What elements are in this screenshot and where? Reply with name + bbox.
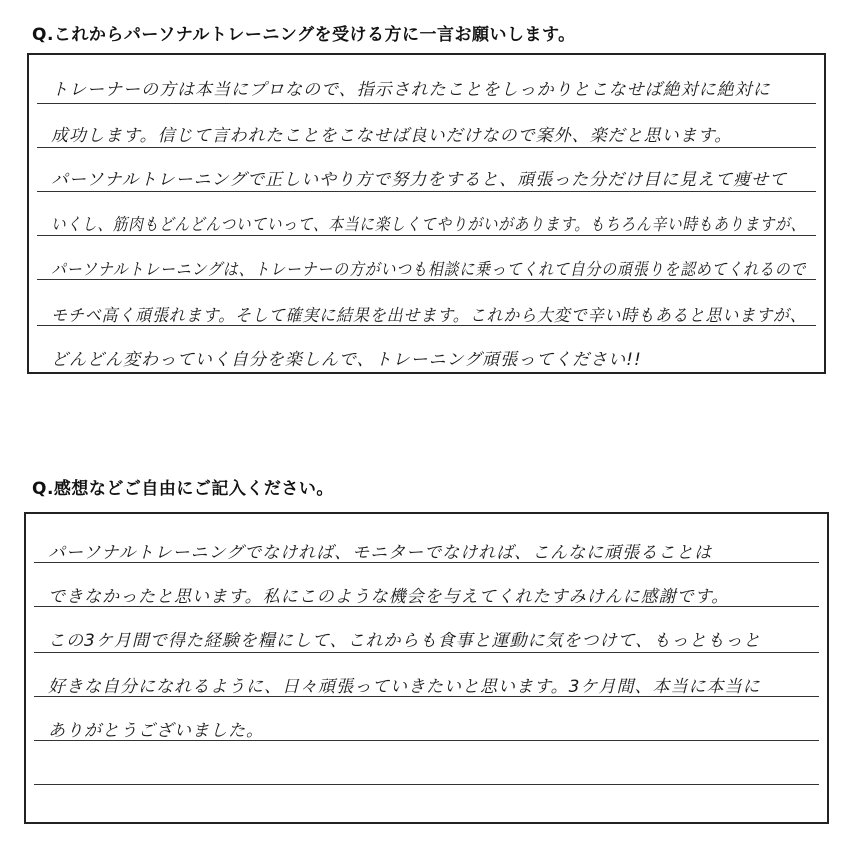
handwritten-line: 成功します。信じて言われたことをこなせば良いだけなので案外、楽だと思います。 <box>51 126 733 146</box>
answer-box-2 <box>24 512 829 824</box>
handwritten-line: ありがとうございました。 <box>48 721 264 741</box>
handwritten-line: トレーナーの方は本当にプロなので、指示されたことをしっかりとこなせば絶対に絶対に <box>51 80 771 100</box>
question-1: Q.これからパーソナルトレーニングを受ける方に一言お願いします。 <box>32 25 576 45</box>
handwritten-line: どんどん変わっていく自分を楽しんで、トレーニング頑張ってください!! <box>51 350 642 370</box>
ruled-line <box>37 147 816 148</box>
ruled-line <box>37 235 816 236</box>
handwritten-line: この3ケ月間で得た経験を糧にして、これからも食事と運動に気をつけて、もっともっと <box>48 631 762 651</box>
question-2: Q.感想などご自由にご記入ください。 <box>32 479 334 499</box>
ruled-line <box>34 652 819 653</box>
handwritten-line: いくし、筋肉もどんどんついていって、本当に楽しくてやりがいがあります。もちろん辛い時もありますが、 <box>51 215 807 235</box>
answer-box-1 <box>27 53 826 374</box>
handwritten-line: パーソナルトレーニングは、トレーナーの方がいつも相談に乗ってくれて自分の頑張りを認めてくれるので <box>51 260 807 280</box>
handwritten-line: モチベ高く頑張れます。そして確実に結果を出せます。これから大変で辛い時もあると思いますが、 <box>51 306 807 326</box>
handwritten-line: できなかったと思います。私にこのような機会を与えてくれたすみけんに感謝です。 <box>48 587 730 607</box>
ruled-line <box>37 103 816 104</box>
ruled-line <box>34 784 819 785</box>
ruled-line <box>37 191 816 192</box>
handwritten-line: パーソナルトレーニングで正しいやり方で努力をすると、頑張った分だけ目に見えて痩せて <box>51 170 788 190</box>
handwritten-line: パーソナルトレーニングでなければ、モニターでなければ、こんなに頑張ることは <box>48 543 713 563</box>
handwritten-line: 好きな自分になれるように、日々頑張っていきたいと思います。3ケ月間、本当に本当に <box>48 677 761 697</box>
